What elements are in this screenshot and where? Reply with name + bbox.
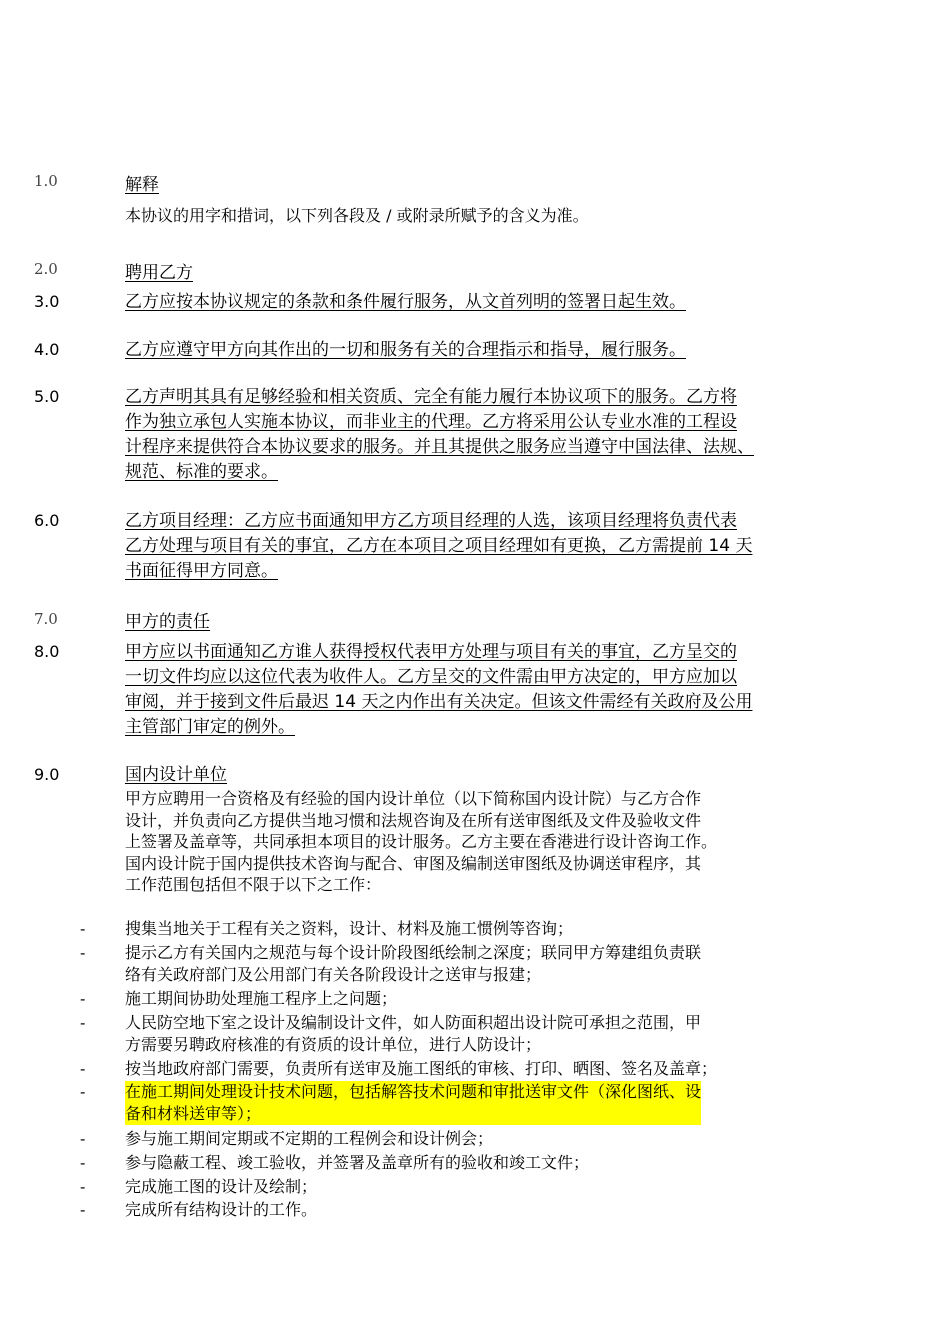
list-item-line: 按当地政府部门需要，负责所有送审及施工图纸的审核、打印、晒图、签名及盖章； xyxy=(125,1059,718,1078)
list-item xyxy=(125,1058,717,1080)
list-item-line: 提示乙方有关国内之规范与每个设计阶段图纸绘制之深度；联同甲方筹建组负责联 xyxy=(125,943,702,962)
section-4-line: 乙方应遵守甲方向其作出的一切和服务有关的合理指示和指导，履行服务。 xyxy=(125,340,686,360)
list-bullet: - xyxy=(80,1083,86,1101)
section-6-line: 书面征得甲方同意。 xyxy=(125,561,278,581)
list-item-highlighted xyxy=(125,1081,701,1125)
section-8-line: 主管部门审定的例外。 xyxy=(125,717,295,737)
list-bullet: - xyxy=(80,1178,86,1196)
list-bullet: - xyxy=(80,1201,86,1219)
section-8-line: 审阅，并于接到文件后最迟 14 天之内作出有关决定。但该文件需经有关政府及公用 xyxy=(125,692,753,712)
list-item xyxy=(125,1199,317,1221)
section-7-number: 7.0 xyxy=(34,610,58,628)
list-item-line: 方需要另聘政府核准的有资质的设计单位，进行人防设计； xyxy=(125,1035,542,1054)
section-9-body-line: 甲方应聘用一合资格及有经验的国内设计单位（以下简称国内设计院）与乙方合作 xyxy=(125,789,702,808)
section-8-text xyxy=(125,640,752,740)
list-item-line: 完成所有结构设计的工作。 xyxy=(125,1200,318,1219)
list-item-line: 在施工期间处理设计技术问题，包括解答技术问题和审批送审文件（深化图纸、设 xyxy=(125,1082,702,1101)
list-item xyxy=(125,918,573,940)
list-item xyxy=(125,1012,701,1056)
list-item xyxy=(125,1152,589,1174)
section-9-body-line: 国内设计院于国内提供技术咨询与配合、审图及编制送审图纸及协调送审程序，其 xyxy=(125,853,702,873)
list-item-line: 络有关政府部门及公用部门有关各阶段设计之送审与报建； xyxy=(125,965,542,984)
section-3-text xyxy=(125,290,686,315)
section-9-body-line: 工作范围包括但不限于以下之工作： xyxy=(125,875,382,895)
section-9-title: 国内设计单位 xyxy=(125,765,227,785)
section-1-body: 本协议的用字和措词，以下列各段及 / 或附录所赋予的含义为准。 xyxy=(125,206,589,225)
section-2-number: 2.0 xyxy=(34,260,58,278)
section-3-number: 3.0 xyxy=(34,292,60,311)
section-5-line: 规范、标准的要求。 xyxy=(125,462,278,482)
section-4-text xyxy=(125,338,686,363)
list-item-line: 参与隐蔽工程、竣工验收，并签署及盖章所有的验收和竣工文件； xyxy=(125,1153,590,1172)
section-8-number: 8.0 xyxy=(34,642,60,661)
list-item xyxy=(125,942,701,986)
section-4-number: 4.0 xyxy=(34,340,60,359)
list-bullet: - xyxy=(80,990,86,1008)
list-item-line: 参与施工期间定期或不定期的工程例会和设计例会； xyxy=(125,1129,494,1148)
section-5-line: 计程序来提供符合本协议要求的服务。并且其提供之服务应当遵守中国法律、法规、 xyxy=(125,437,754,457)
section-2-title: 聘用乙方 xyxy=(125,263,193,283)
section-3-line: 乙方应按本协议规定的条款和条件履行服务，从文首列明的签署日起生效。 xyxy=(125,292,686,312)
section-5-text xyxy=(125,385,754,485)
section-6-number: 6.0 xyxy=(34,511,60,530)
list-item xyxy=(125,1176,317,1198)
list-bullet: - xyxy=(80,1060,86,1078)
list-bullet: - xyxy=(80,920,86,938)
section-6-line: 乙方项目经理：乙方应书面通知甲方乙方项目经理的人选，该项目经理将负责代表 xyxy=(125,511,737,531)
section-6-text xyxy=(125,509,752,584)
list-item-line: 完成施工图的设计及绘制； xyxy=(125,1177,318,1196)
list-item-line: 施工期间协助处理施工程序上之问题； xyxy=(125,989,398,1008)
section-9-number: 9.0 xyxy=(34,765,60,784)
section-1-title: 解释 xyxy=(125,175,159,195)
section-5-line: 乙方声明其具有足够经验和相关资质、完全有能力履行本协议项下的服务。乙方将 xyxy=(125,387,737,407)
list-bullet: - xyxy=(80,1154,86,1172)
section-1-number: 1.0 xyxy=(34,172,58,190)
list-item-line: 备和材料送审等）； xyxy=(125,1104,262,1123)
section-9-body-line: 上签署及盖章等，共同承担本项目的设计服务。乙方主要在香港进行设计咨询工作。 xyxy=(125,832,718,852)
list-bullet: - xyxy=(80,944,86,962)
list-item-line: 人民防空地下室之设计及编制设计文件，如人防面积超出设计院可承担之范围，甲 xyxy=(125,1013,702,1032)
section-7-title: 甲方的责任 xyxy=(125,612,210,632)
list-bullet: - xyxy=(80,1130,86,1148)
list-bullet: - xyxy=(80,1014,86,1032)
section-6-line: 乙方处理与项目有关的事宜，乙方在本项目之项目经理如有更换，乙方需提前 14 天 xyxy=(125,536,753,556)
list-item xyxy=(125,988,397,1010)
section-8-line: 甲方应以书面通知乙方谁人获得授权代表甲方处理与项目有关的事宜，乙方呈交的 xyxy=(125,642,737,662)
section-5-number: 5.0 xyxy=(34,387,60,406)
section-9-body xyxy=(125,788,717,896)
section-9-body-line: 设计，并负责向乙方提供当地习惯和法规咨询及在所有送审图纸及文件及验收文件 xyxy=(125,810,702,830)
section-8-line: 一切文件均应以这位代表为收件人。乙方呈交的文件需由甲方决定的，甲方应加以 xyxy=(125,667,737,687)
section-5-line: 作为独立承包人实施本协议，而非业主的代理。乙方将采用公认专业水准的工程设 xyxy=(125,412,737,432)
list-item-line: 搜集当地关于工程有关之资料，设计、材料及施工惯例等咨询； xyxy=(125,919,574,938)
list-item xyxy=(125,1128,493,1150)
